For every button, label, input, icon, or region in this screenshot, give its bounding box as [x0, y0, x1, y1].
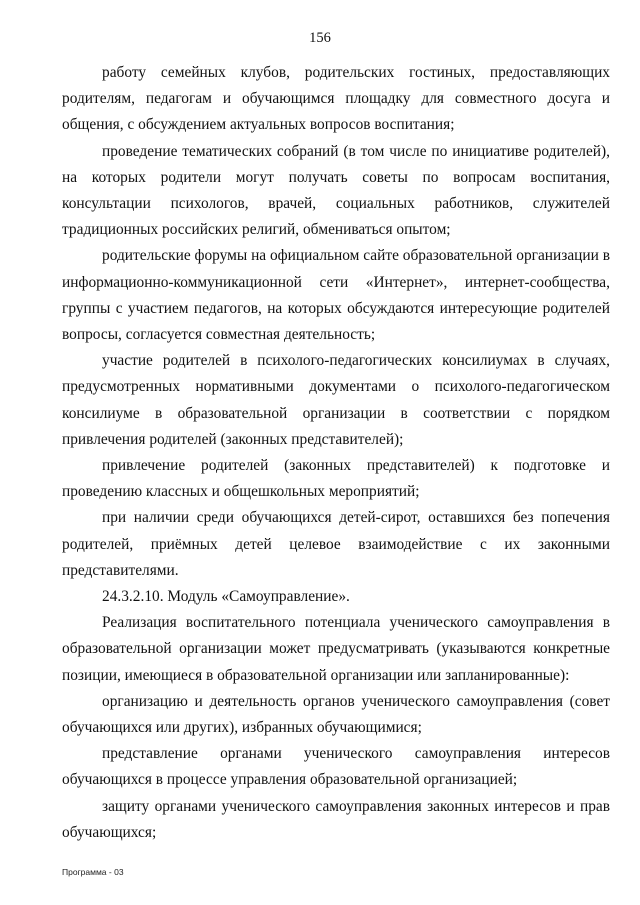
paragraph-representation: представление органами ученического самоуправления интересов обучающихся в процессе управления образовательной организацией;	[62, 745, 610, 789]
paragraph-family-clubs: работу семейных клубов, родительских гостиных, предоставляющих родителям, педагогам и обучающимся площадку для совместного досуга и общения, с обсуждением актуальных вопросов воспитания;	[62, 64, 610, 134]
paragraph-orphans-interaction: при наличии среди обучающихся детей-сирот, оставшихся без попечения родителей, приёмных детей целевое взаимодействие с их законными представителями.	[62, 509, 610, 579]
paragraph-thematic-meetings: проведение тематических собраний (в том числе по инициативе родителей), на которых родители могут получать советы по вопросам воспитания, консультации психологов, врачей, социальных работников, служителей традиционных российских религий, обмениваться опытом;	[62, 142, 610, 239]
paragraph-event-involvement: привлечение родителей (законных представителей) к подготовке и проведению классных и общешкольных мероприятий;	[62, 457, 610, 501]
paragraph-rights-protection: защиту органами ученического самоуправления законных интересов и прав обучающихся;	[62, 797, 610, 841]
paragraph-parent-forums: родительские форумы на официальном сайте образовательной организации в информационно-коммуникационной сети «Интернет», интернет-сообщества, группы с участием педагогов, на которых обсуждаются интересующие родителей вопросы, согласуется совместная деятельность;	[62, 247, 610, 344]
page-number: 156	[309, 30, 331, 46]
module-heading: 24.3.2.10. Модуль «Самоуправление».	[102, 588, 350, 606]
document-body	[62, 60, 610, 846]
paragraph-self-government-intro: Реализация воспитательного потенциала ученического самоуправления в образовательной организации может предусматривать (указываются конкретные позиции, имеющиеся в образовательной организации или запланированные):	[62, 614, 610, 684]
paragraph-student-council: организацию и деятельность органов ученического самоуправления (совет обучающихся или других), избранных обучающимися;	[62, 692, 610, 737]
paragraph-psych-councils: участие родителей в психолого-педагогических консилиумах в случаях, предусмотренных нормативными документами о психолого-педагогическом консилиуме в образовательной организации в соответствии с порядком привлечения родителей (законных представителей);	[62, 352, 610, 448]
footer-label: Программа - 03	[62, 867, 124, 877]
